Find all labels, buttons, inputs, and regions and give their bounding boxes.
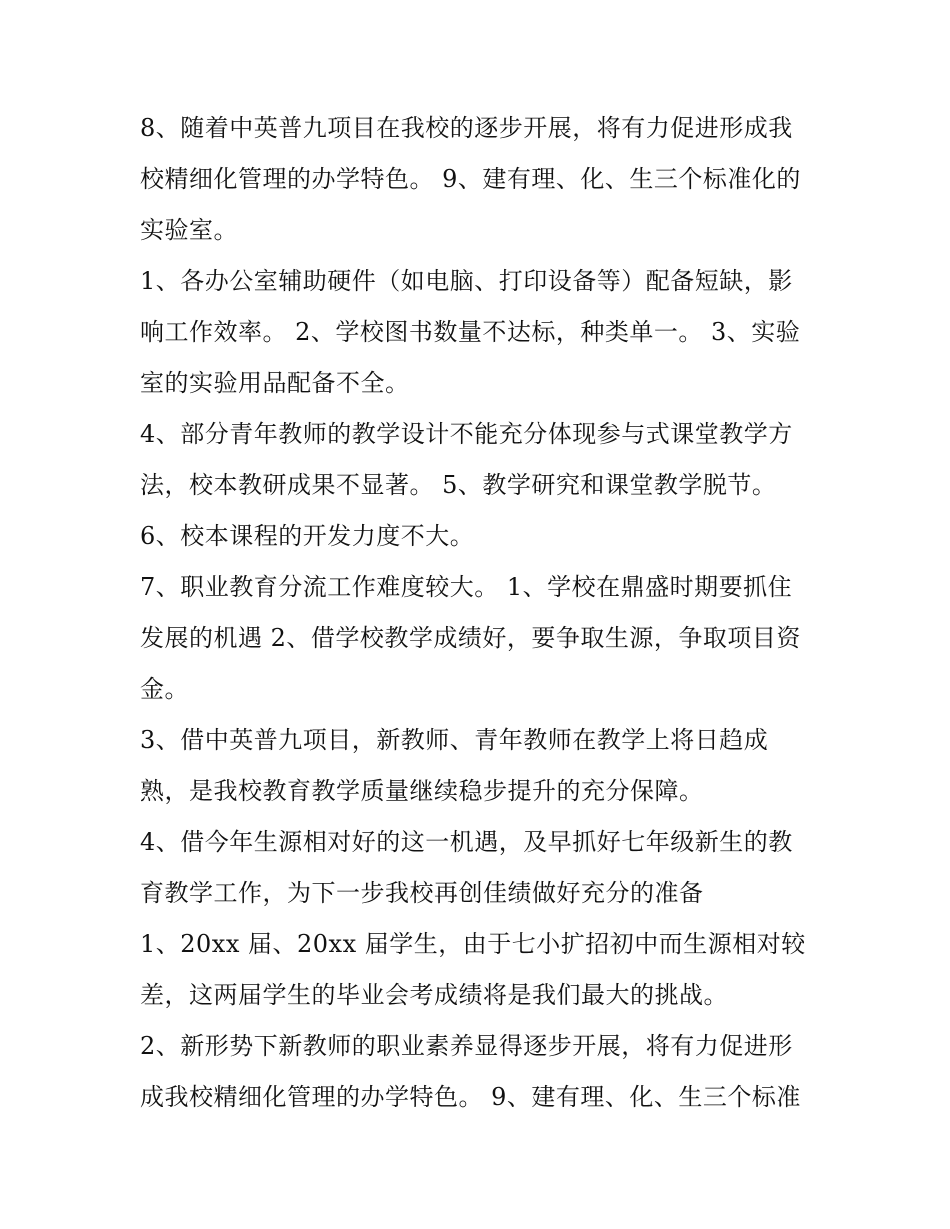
text-line: 8、随着中英普九项目在我校的逐步开展，将有力促进形成我 [140, 114, 793, 142]
text-line: 7、职业教育分流工作难度较大。 1、学校在鼎盛时期要抓住 [140, 573, 793, 601]
text-line: 法，校本教研成果不显著。 5、教学研究和课堂教学脱节。 [140, 471, 777, 499]
text-line: 室的实验用品配备不全。 [140, 369, 410, 397]
text-line: 发展的机遇 2、借学校教学成绩好，要争取生源，争取项目资 [140, 624, 801, 652]
text-line: 3、借中英普九项目，新教师、青年教师在教学上将日趋成 [140, 726, 769, 754]
text-line: 6、校本课程的开发力度不大。 [140, 522, 475, 550]
text-line: 校精细化管理的办学特色。 9、建有理、化、生三个标准化的 [140, 165, 801, 193]
document-body [140, 103, 810, 1123]
text-line: 育教学工作，为下一步我校再创佳绩做好充分的准备 [140, 879, 704, 907]
text-line: 1、各办公室辅助硬件（如电脑、打印设备等）配备短缺，影 [140, 267, 793, 295]
text-line: 熟，是我校教育教学质量继续稳步提升的充分保障。 [140, 777, 704, 805]
text-line: 2、新形势下新教师的职业素养显得逐步开展，将有力促进形 [140, 1032, 793, 1060]
text-line: 4、部分青年教师的教学设计不能充分体现参与式课堂教学方 [140, 420, 793, 448]
text-line: 差，这两届学生的毕业会考成绩将是我们最大的挑战。 [140, 981, 728, 1009]
text-line: 1、20xx 届、20xx 届学生，由于七小扩招初中而生源相对较 [140, 930, 806, 958]
text-line: 成我校精细化管理的办学特色。 9、建有理、化、生三个标准 [140, 1083, 801, 1111]
text-line: 响工作效率。 2、学校图书数量不达标，种类单一。 3、实验 [140, 318, 801, 346]
text-line: 实验室。 [140, 216, 238, 244]
text-line: 金。 [140, 675, 189, 703]
text-line: 4、借今年生源相对好的这一机遇，及早抓好七年级新生的教 [140, 828, 793, 856]
